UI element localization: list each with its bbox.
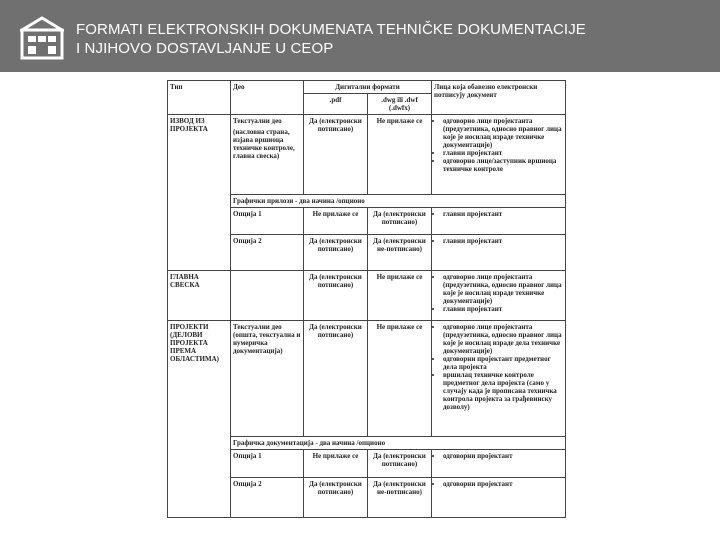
- document-table-image: [167, 80, 565, 518]
- cell-pdf: Да (електронски потписано): [304, 321, 368, 437]
- table-row: [168, 271, 566, 321]
- cell-type: ГЛАВНА СВЕСКА: [168, 271, 231, 321]
- cell-dwg: Да (електронски не-потписано): [368, 235, 432, 271]
- list-item: • главни пројектант: [443, 149, 563, 157]
- cell-signers: [432, 235, 566, 271]
- cell-dwg: Не прилаже се: [368, 321, 432, 437]
- cell-pdf: Да (електронски потписано): [304, 235, 368, 271]
- cell-type: ИЗВОД ИЗ ПРОЈЕКТА: [168, 115, 231, 271]
- list-item: • главни пројектант: [443, 237, 563, 245]
- list-item: • одговорно лице пројектанта (предузетника, односно правног лица које је носилац израде дела техничке документације): [443, 323, 563, 355]
- cell-dwg: Да (електронски потписано): [368, 208, 432, 235]
- header-pdf: .pdf: [304, 94, 368, 115]
- cell-option: Опција 2: [231, 478, 304, 518]
- cell-option: Опција 1: [231, 450, 304, 478]
- list-item: • одговорно лице/заступник вршиоца техничке контроле: [443, 157, 563, 173]
- cell-option: Опција 2: [231, 235, 304, 271]
- cell-signers: [432, 450, 566, 478]
- title-line-1: FORMATI ELEKTRONSKIH DOKUMENATA TEHNIČKE DOKUMENTACIJE: [76, 21, 586, 38]
- graphic-heading: Графичка документација - два начина /опционо: [231, 437, 566, 450]
- cell-type: ПРОЈЕКТИ (ДЕЛОВИ ПРОЈЕКТА ПРЕМА ОБЛАСТИМА): [168, 321, 231, 518]
- cell-signers: [432, 478, 566, 518]
- cell-signers: [432, 115, 566, 195]
- list-item: • одговорни пројектант предметног дела пројекта: [443, 355, 563, 371]
- cell-pdf: Не прилаже се: [304, 450, 368, 478]
- list-item: • одговорно лице пројектанта (предузетника, односно правног лица које је носилац израде техничке документације): [443, 273, 563, 305]
- cell-pdf: Да (електронски потписано): [304, 478, 368, 518]
- cell-dwg: Не прилаже се: [368, 115, 432, 195]
- part-note: (насловна страна, изјава вршиоца техничке контроле, главна свеска): [233, 128, 295, 160]
- table-row: [168, 115, 566, 195]
- cell-pdf: Да (електронски потписано): [304, 115, 368, 195]
- header-type: Тип: [168, 81, 231, 115]
- cell-signers: [432, 321, 566, 437]
- header-dwg: .dwg ili .dwf (.dwfx): [368, 94, 432, 115]
- graphic-heading: Графички прилози - два начина /опционо: [231, 195, 566, 208]
- cell-part: Текстуални део (општа, текстуална и нумеричка документација): [231, 321, 304, 437]
- list-item: • одговорно лице пројектанта (предузетника, односно правног лица које је носилац израде техничке документације): [443, 117, 563, 149]
- cell-dwg: Да (електронски не-потписано): [368, 478, 432, 518]
- list-item: • вршилац техничке контроле предметног дела пројекта (само у случају када је прописана техничка контрола пројекта за грађевинску дозволу): [443, 371, 563, 411]
- list-item: • одговорни пројектант: [443, 452, 563, 460]
- list-item: • одговорни пројектант: [443, 480, 563, 488]
- formats-table: [167, 80, 566, 518]
- cell-part: [231, 271, 304, 321]
- cell-signers: [432, 208, 566, 235]
- header-part: Део: [231, 81, 304, 115]
- title-line-2: I NJIHOVO DOSTAVLJANJE U CEOP: [76, 40, 334, 57]
- header-signers: Лица која обавезно електронски потписују документ: [432, 81, 566, 115]
- cell-signers: [432, 271, 566, 321]
- list-item: • главни пројектант: [443, 210, 563, 218]
- cell-dwg: Не прилаже се: [368, 271, 432, 321]
- building-logo-icon: [20, 16, 64, 60]
- cell-option: Опција 1: [231, 208, 304, 235]
- cell-part: [231, 115, 304, 195]
- header-bar: [0, 0, 720, 72]
- part-label: Текстуални део: [233, 117, 282, 125]
- list-item: • главни пројектант: [443, 305, 563, 313]
- header-row: [168, 81, 566, 94]
- table-row: [168, 321, 566, 437]
- header-digital-formats: Дигитални формати: [304, 81, 432, 94]
- page-title: [76, 20, 586, 58]
- cell-pdf: Да (електронски потписано): [304, 271, 368, 321]
- cell-pdf: Не прилаже се: [304, 208, 368, 235]
- cell-dwg: Да (електронски потписано): [368, 450, 432, 478]
